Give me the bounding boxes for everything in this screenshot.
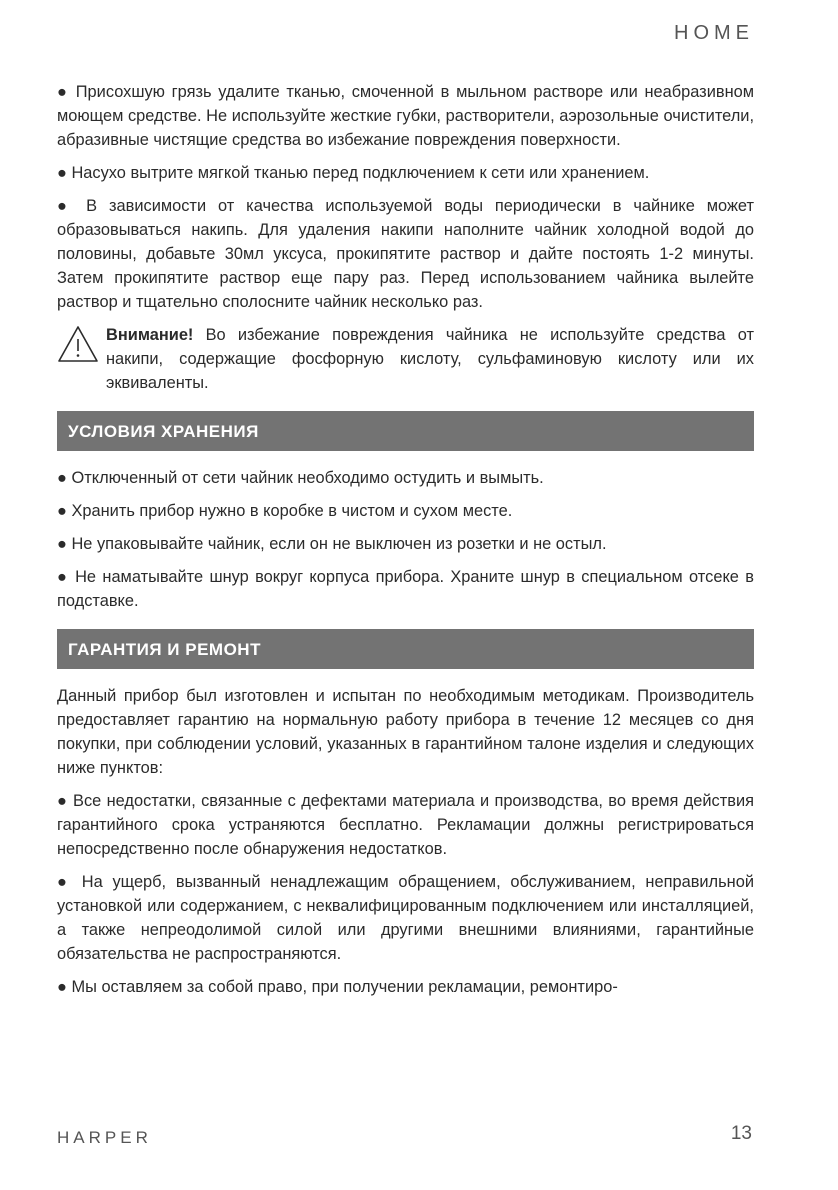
- storage-bullet: ● Не наматывайте шнур вокруг корпуса прибора. Храните шнур в специальном отсеке в подставке.: [57, 568, 754, 610]
- warranty-intro: Данный прибор был изготовлен и испытан по необходимым методикам. Производитель предоставляет гарантию на нормальную работу прибора в течение 12 месяцев со дня покупки, при соблюдении условий, указанных в гарантийном талоне изделия и следующих ниже пунктов:: [57, 687, 754, 777]
- section-header-warranty: ГАРАНТИЯ И РЕМОНТ: [57, 629, 754, 669]
- warning-body: Во избежание повреждения чайника не используйте средства от накипи, содержащие фосфорную кислоту, сульфаминовую кислоту или их эквиваленты.: [106, 326, 754, 392]
- page-content: [57, 80, 754, 1008]
- warning-text: [106, 323, 754, 395]
- warning-block: [57, 323, 754, 395]
- brand-logo-harper: HARPER: [57, 1128, 152, 1147]
- storage-bullet: ● Не упаковывайте чайник, если он не выключен из розетки и не остыл.: [57, 535, 607, 553]
- page-number: 13: [730, 1123, 752, 1144]
- warranty-bullet: ● Мы оставляем за собой право, при получении рекламации, ремонтиро-: [57, 978, 618, 996]
- warning-title: Внимание!: [106, 326, 194, 344]
- storage-bullet: ● Хранить прибор нужно в коробке в чистом и сухом месте.: [57, 502, 513, 520]
- bullet-descaling: ● В зависимости от качества используемой воды периодически в чайнике может образовываться накипь. Для удаления накипи наполните чайник холодной водой до половины, добавьте 30мл уксуса, прокипятите раствор и дайте постоять 1-2 минуты. Затем прокипятите раствор еще пару раз. Перед использованием чайника вылейте раствор и тщательно сполосните чайник несколько раз.: [57, 197, 754, 311]
- warning-triangle-icon: [57, 325, 101, 368]
- brand-logo-home: HOME: [674, 22, 754, 44]
- storage-bullet: ● Отключенный от сети чайник необходимо остудить и вымыть.: [57, 469, 544, 487]
- section-header-storage: УСЛОВИЯ ХРАНЕНИЯ: [57, 411, 754, 451]
- warranty-bullet: ● На ущерб, вызванный ненадлежащим обращением, обслуживанием, неправильной установкой или содержанием, с неквалифицированным подключением или инсталляцией, а также непреодолимой силой или другими внешними влияниями, гарантийные обязательства не распространяются.: [57, 873, 754, 963]
- warranty-bullet: ● Все недостатки, связанные с дефектами материала и производства, во время действия гарантийного срока устраняются бесплатно. Рекламации должны регистрироваться непосредственно после обнаружения недостатков.: [57, 792, 754, 858]
- bullet-dirt-cleaning: ● Присохшую грязь удалите тканью, смоченной в мыльном растворе или неабразивном моющем средстве. Не используйте жесткие губки, растворители, аэрозольные очистители, абразивные чистящие средства во избежание повреждения поверхности.: [57, 83, 754, 149]
- bullet-dry-wipe: ● Насухо вытрите мягкой тканью перед подключением к сети или хранением.: [57, 164, 650, 182]
